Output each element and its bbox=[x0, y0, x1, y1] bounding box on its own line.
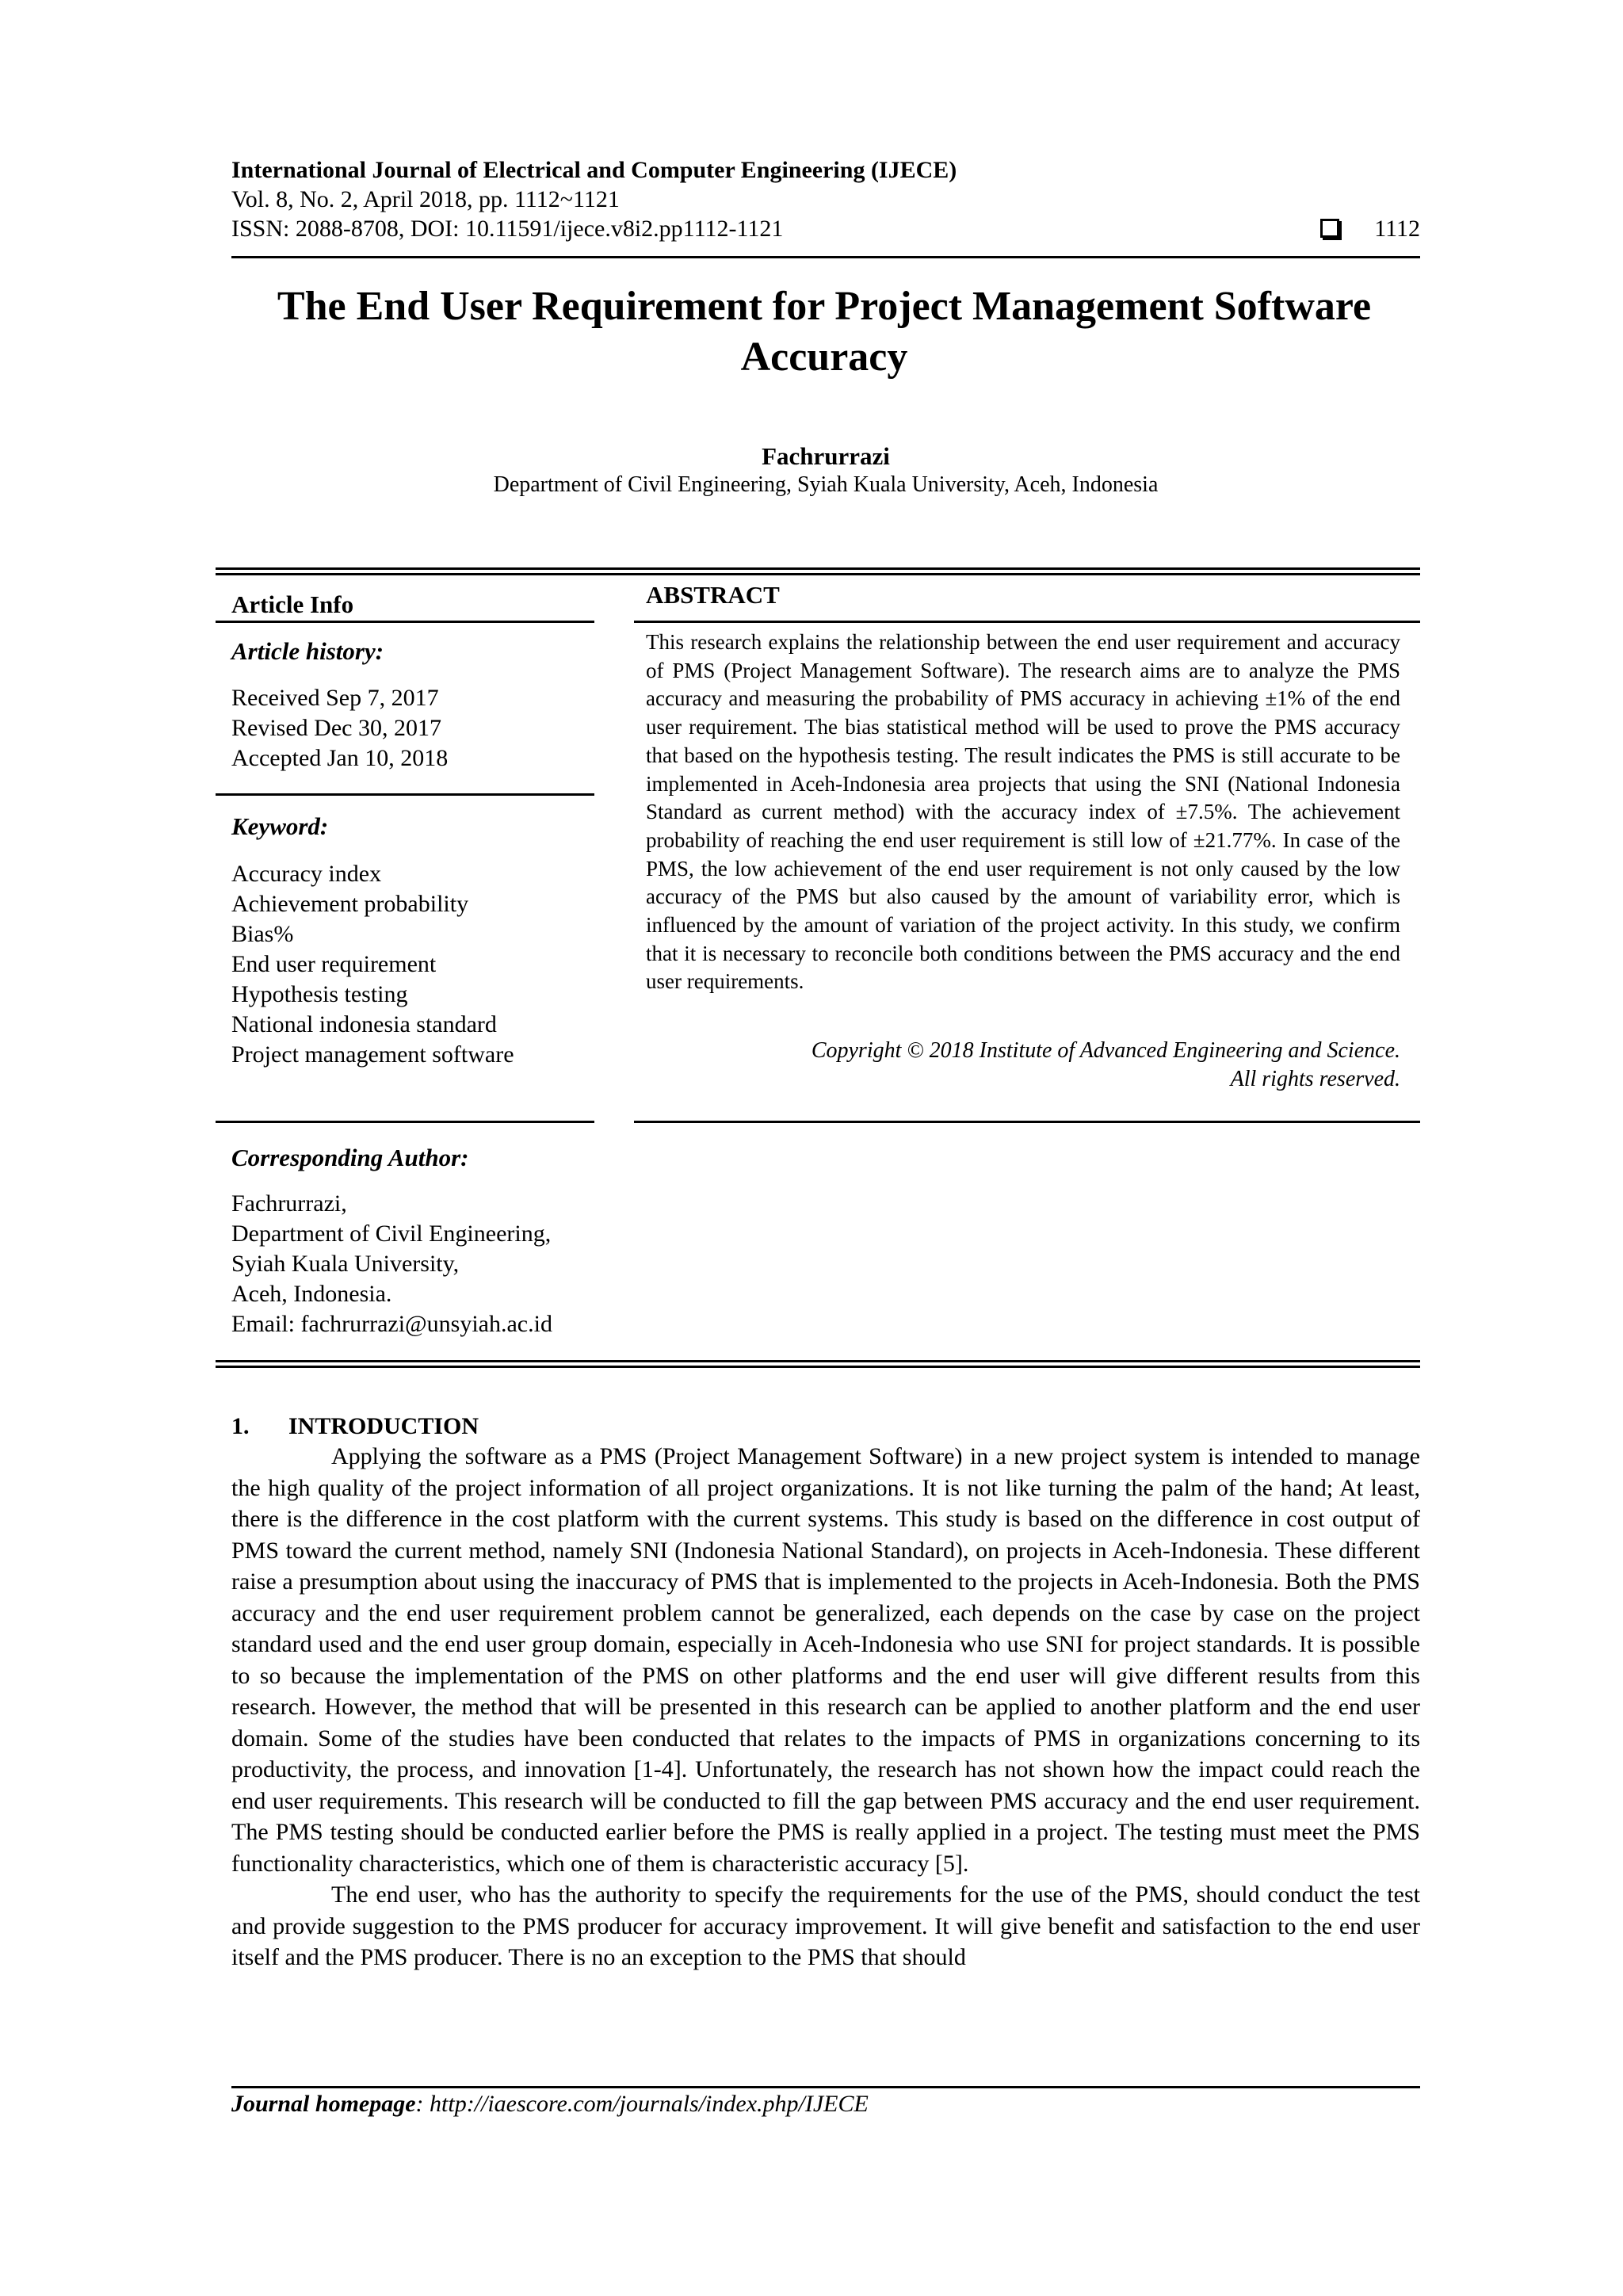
paper-title-line2: Accuracy bbox=[740, 334, 908, 380]
article-history-list bbox=[231, 683, 593, 774]
info-box-top-rule bbox=[216, 567, 1420, 570]
history-revised: Revised Dec 30, 2017 bbox=[231, 715, 441, 741]
introduction-paragraph: The end user, who has the authority to specify the requirements for the use of the PMS, should conduct the test and provide suggestion to the PMS producer for accuracy improvement. It will give benefit and satisfaction to the end user itself and the PMS producer. There is no an exception to the PMS that should bbox=[231, 1881, 1420, 1970]
keyword-heading: Keyword: bbox=[231, 812, 329, 840]
section-heading bbox=[231, 1413, 479, 1440]
keyword-rule bbox=[216, 1121, 594, 1123]
abstract-rule bbox=[634, 621, 1420, 623]
corresponding-author-heading: Corresponding Author: bbox=[231, 1144, 469, 1171]
checkbox-square-icon bbox=[1320, 219, 1339, 238]
section-title: INTRODUCTION bbox=[288, 1413, 479, 1439]
keyword-item: Bias% bbox=[231, 921, 294, 947]
corresponding-department: Department of Civil Engineering, bbox=[231, 1221, 552, 1247]
keyword-item: Hypothesis testing bbox=[231, 981, 408, 1007]
keyword-item: Achievement probability bbox=[231, 891, 469, 917]
running-header bbox=[231, 155, 1420, 243]
introduction-body bbox=[231, 1441, 1420, 1973]
copyright-line1: Copyright © 2018 Institute of Advanced Engineering and Science. bbox=[811, 1038, 1400, 1063]
copyright-line2: All rights reserved. bbox=[1230, 1067, 1400, 1091]
corresponding-university: Syiah Kuala University, bbox=[231, 1251, 460, 1277]
corresponding-location: Aceh, Indonesia. bbox=[231, 1281, 392, 1307]
header-rule bbox=[231, 256, 1420, 258]
section-number: 1. bbox=[231, 1413, 250, 1439]
paper-title-line1: The End User Requirement for Project Management Software bbox=[277, 284, 1372, 329]
homepage-label: Journal homepage bbox=[231, 2091, 416, 2117]
homepage-url[interactable]: : http://iaescore.com/journals/index.php/IJECE bbox=[415, 2091, 869, 2117]
article-info-heading: Article Info bbox=[231, 590, 354, 618]
keyword-item: Accuracy index bbox=[231, 861, 382, 887]
volume-info: Vol. 8, No. 2, April 2018, pp. 1112~1121 bbox=[231, 186, 620, 212]
keyword-item: National indonesia standard bbox=[231, 1011, 497, 1037]
paper-title bbox=[190, 281, 1458, 383]
journal-homepage bbox=[231, 2091, 869, 2118]
info-box-bottom-rule bbox=[216, 1360, 1420, 1362]
journal-title: International Journal of Electrical and Computer Engineering (IJECE) bbox=[231, 157, 957, 183]
abstract-bottom-rule bbox=[634, 1121, 1420, 1123]
copyright-notice bbox=[646, 1037, 1400, 1094]
issn-doi: ISSN: 2088-8708, DOI: 10.11591/ijece.v8i2.pp1112-1121 bbox=[231, 216, 784, 242]
page-number: 1112 bbox=[1374, 216, 1420, 242]
issn-row bbox=[231, 214, 1420, 243]
article-info-rule bbox=[216, 621, 594, 623]
corresponding-author-details bbox=[231, 1189, 593, 1339]
abstract-heading: ABSTRACT bbox=[646, 581, 780, 609]
history-rule bbox=[216, 793, 594, 796]
author-affiliation: Department of Civil Engineering, Syiah Kuala University, Aceh, Indonesia bbox=[493, 472, 1159, 497]
author-name: Fachrurrazi bbox=[762, 442, 890, 470]
footer-rule bbox=[231, 2086, 1420, 2088]
abstract-text: This research explains the relationship between the end user requirement and accuracy of PMS (Project Management Software). The research aims are to analyze the PMS accuracy and measuring the probability of PMS accuracy in achieving ±1% of the end user requirement. The bias statistical method will be used to prove the PMS accuracy that based on the hypothesis testing. The result indicates the PMS is still accurate to be implemented in Aceh-Indonesia area projects that using the SNI (National Indonesia Standard as current method) with the accuracy index of ±7.5%. The achievement probability of reaching the end user requirement is still low of ±21.77%. In case of the PMS, the low achievement of the end user requirement is not only caused by the low accuracy of the PMS but also caused by the amount of variability error, which is influenced by the amount of variation of the project activity. In this study, we confirm that it is necessary to reconcile both conditions between the PMS accuracy and the end user requirements. bbox=[646, 630, 1400, 994]
page-number-block bbox=[1320, 214, 1420, 243]
keyword-list bbox=[231, 859, 593, 1070]
corresponding-email: Email: fachrurrazi@unsyiah.ac.id bbox=[231, 1311, 552, 1337]
history-received: Received Sep 7, 2017 bbox=[231, 685, 439, 711]
introduction-paragraph: Applying the software as a PMS (Project Management Software) in a new project system is intended to manage the high quality of the project information of all project organizations. It is not like turning the palm of the hand; At least, there is the difference in the cost platform with the current systems. This study is based on the difference in cost output of PMS toward the current method, namely SNI (Indonesia National Standard), on projects in Aceh-Indonesia. These different raise a presumption about using the inaccuracy of PMS that is implemented to the projects in Aceh-Indonesia. Both the PMS accuracy and the end user requirement problem cannot be generalized, each depends on the case by case on the project standard used and the end user group domain, especially in Aceh-Indonesia who use SNI for project standards. It is possible to so because the implementation of the PMS on other platforms and the end user will give different results from this research. However, the method that will be presented in this research can be applied to another platform and the end user domain. Some of the studies have been conducted that relates to the impacts of PMS in organizations concerning to its productivity, the process, and innovation [1-4]. Unfortunately, the research has not shown how the impact could reach the end user requirements. This research will be conducted to fill the gap between PMS accuracy and the end user requirement. The PMS testing should be conducted earlier before the PMS is really applied in a project. The testing must meet the PMS functionality characteristics, which one of them is characteristic accuracy [5]. bbox=[231, 1443, 1420, 1877]
corresponding-name: Fachrurrazi, bbox=[231, 1190, 347, 1217]
keyword-item: Project management software bbox=[231, 1041, 514, 1068]
keyword-item: End user requirement bbox=[231, 951, 437, 977]
history-accepted: Accepted Jan 10, 2018 bbox=[231, 745, 449, 771]
article-history-heading: Article history: bbox=[231, 637, 384, 665]
